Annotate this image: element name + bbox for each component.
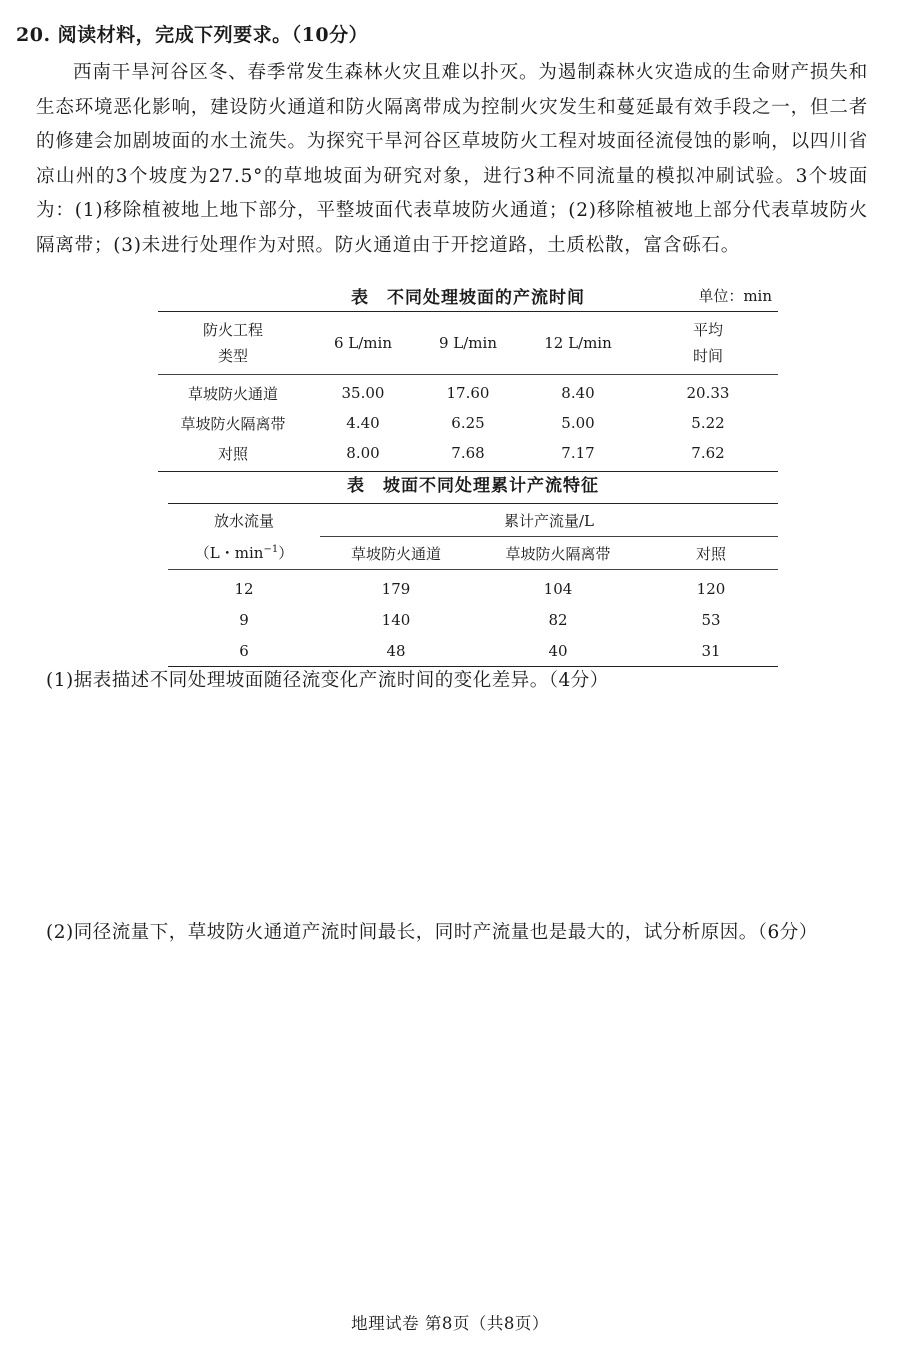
table1-header-6: 6 L/min xyxy=(308,312,418,375)
cell: 4.40 xyxy=(346,414,380,432)
table-row xyxy=(168,635,778,667)
cell: 5.22 xyxy=(691,414,725,432)
cell: 8.00 xyxy=(346,444,380,462)
row-name: 对照 xyxy=(217,444,248,463)
table-row xyxy=(158,408,778,438)
flow-unit-sup: −1 xyxy=(263,544,279,556)
table-row xyxy=(158,375,778,409)
question-title: 20. 阅读材料，完成下列要求。（10分） xyxy=(16,24,369,46)
table-row xyxy=(168,604,778,635)
flow-unit-prefix: （L・min xyxy=(194,544,264,563)
cell: 48 xyxy=(386,641,406,660)
cell: 17.60 xyxy=(446,384,490,402)
cell: 104 xyxy=(543,579,573,598)
cell: 7.62 xyxy=(691,444,725,462)
table1-header-type xyxy=(158,312,308,375)
page-footer: 地理试卷 第8页（共8页） xyxy=(351,1314,549,1333)
cell: 31 xyxy=(701,641,721,660)
table1-unit: 单位：min xyxy=(698,287,772,305)
cell: 82 xyxy=(548,610,568,629)
table1-grid xyxy=(158,311,778,472)
table1-header-12: 12 L/min xyxy=(518,312,638,375)
cell: 6.25 xyxy=(451,414,485,432)
sub-question-2: (2)同径流量下，草坡防火通道产流时间最长，同时产流量也是最大的，试分析原因。（6分） xyxy=(46,922,818,943)
table1-header-9: 9 L/min xyxy=(418,312,518,375)
table2-header-group: 累计产流量/L xyxy=(320,504,778,537)
table2-caption: 表 坡面不同处理累计产流特征 xyxy=(347,476,599,496)
table2-header-g1: 草坡防火通道 xyxy=(320,537,472,570)
cell: 140 xyxy=(381,610,411,629)
header-avg-line1: 平均 xyxy=(692,321,723,339)
material-paragraph: 西南干旱河谷区冬、春季常发生森林火灾且难以扑灭。为遏制森林火灾造成的生命财产损失和生态环境恶化影响，建设防火通道和防火隔离带成为控制火灾发生和蔓延最有效手段之一，但二者的修建会加剧坡面的水土流失。为探究干旱河谷区草坡防火工程对坡面径流侵蚀的影响，以四川省凉山州的3个坡度为27.5°的草地坡面为研究对象，进行3种不同流量的模拟冲刷试验。3个坡面为：(1)移除植被地上地下部分，平整坡面代表草坡防火通道；(2)移除植被地上部分代表草坡防火隔离带；(3)未进行处理作为对照。防火通道由于开挖道路，土质松散，富含砾石。 xyxy=(36,62,868,256)
cell: 7.68 xyxy=(451,444,485,462)
cell: 35.00 xyxy=(341,384,385,402)
row-name: 草坡防火通道 xyxy=(187,384,278,403)
row-flow: 9 xyxy=(239,610,249,629)
table-row xyxy=(158,438,778,472)
cell: 5.00 xyxy=(561,414,595,432)
table-runoff-time xyxy=(158,283,778,472)
table1-caption: 表 不同处理坡面的产流时间 xyxy=(351,288,585,308)
cell: 20.33 xyxy=(686,384,730,402)
cell: 8.40 xyxy=(561,384,595,402)
cell: 120 xyxy=(696,579,726,598)
header-avg-line2: 时间 xyxy=(692,347,723,365)
table2-grid xyxy=(168,503,778,667)
header-type-line2: 类型 xyxy=(217,347,248,365)
sub-question-1: (1)据表描述不同处理坡面随径流变化产流时间的变化差异。（4分） xyxy=(46,670,609,691)
table2-header-g3: 对照 xyxy=(644,537,778,570)
cell: 179 xyxy=(381,579,411,598)
cell: 40 xyxy=(548,641,568,660)
table-cumulative-runoff xyxy=(168,471,778,667)
table2-header-flow1: 放水流量 xyxy=(213,511,274,530)
table2-header-flow2 xyxy=(168,537,320,570)
row-flow: 6 xyxy=(239,641,249,660)
table-row xyxy=(168,570,778,605)
table2-header-g2: 草坡防火隔离带 xyxy=(472,537,644,570)
cell: 53 xyxy=(701,610,721,629)
row-flow: 12 xyxy=(234,579,254,598)
row-name: 草坡防火隔离带 xyxy=(180,414,286,433)
cell: 7.17 xyxy=(561,444,595,462)
flow-unit-suffix: ） xyxy=(278,544,294,563)
header-type-line1: 防火工程 xyxy=(202,321,263,339)
table1-header-avg xyxy=(638,312,778,375)
